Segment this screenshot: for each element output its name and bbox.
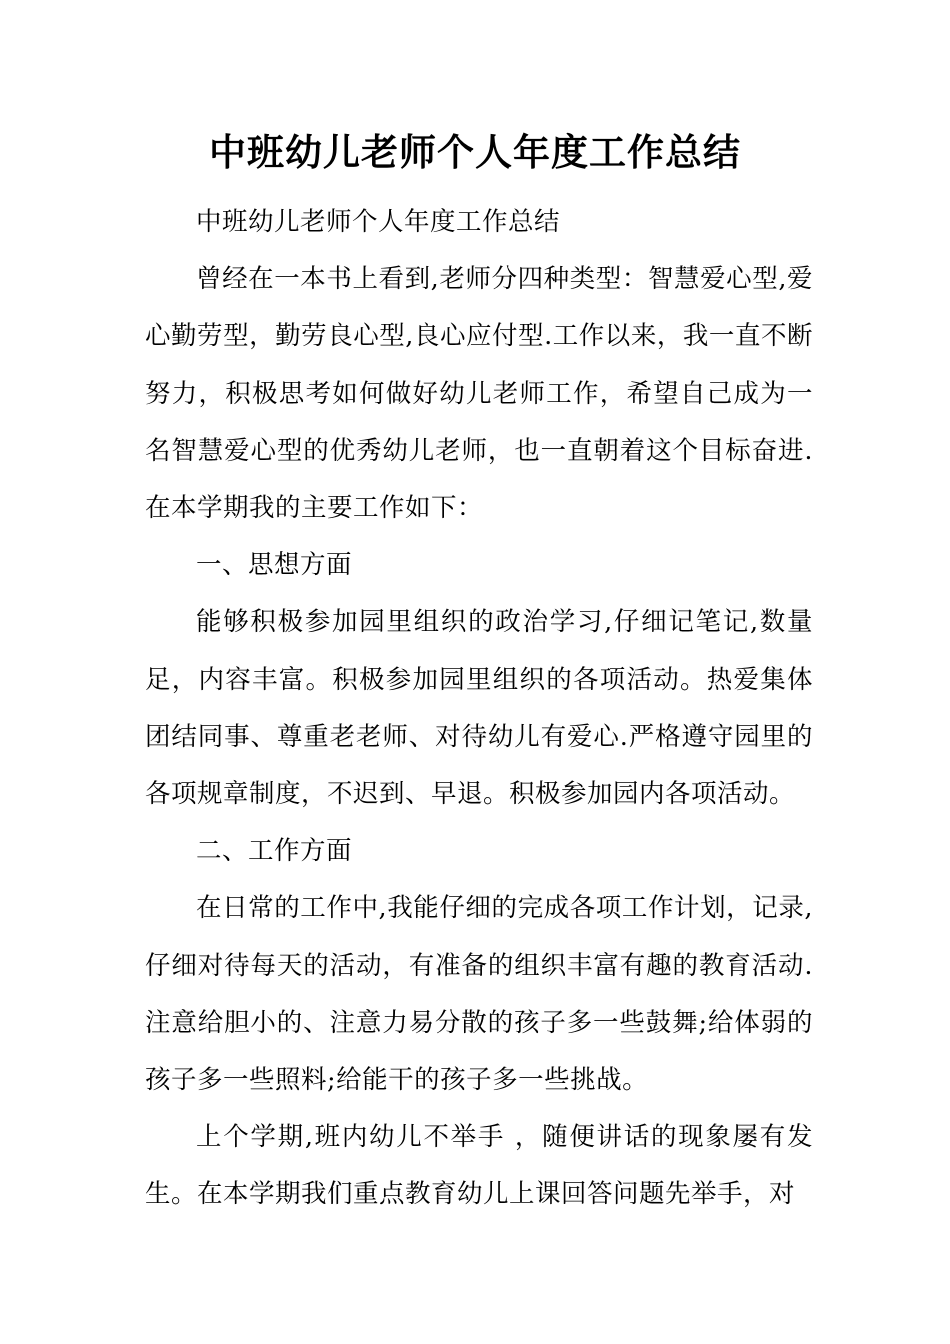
thought-paragraph: 能够积极参加园里组织的政治学习,仔细记笔记,数量足，内容丰富。积极参加园里组织的各项活动。热爱集体团结同事、尊重老老师、对待幼儿有爱心.严格遵守园里的各项规章制度，不迟到、早退。积极参加园内各项活动。 <box>145 607 813 810</box>
work-paragraph: 在日常的工作中,我能仔细的完成各项工作计划，记录,仔细对待每天的活动，有准备的组织丰富有趣的教育活动.注意给胆小的、注意力易分散的孩子多一些鼓舞;给体弱的孩子多一些照料;给能干的孩子多一些挑战。 <box>145 893 813 1096</box>
subtitle-paragraph: 中班幼儿老师个人年度工作总结 <box>196 207 561 237</box>
document-title: 中班幼儿老师个人年度工作总结 <box>209 130 741 174</box>
section-heading-thought: 一、思想方面 <box>196 550 353 581</box>
section-heading-work: 二、工作方面 <box>196 836 353 867</box>
last-semester-paragraph: 上个学期,班内幼儿不举手 ，随便讲话的现象屡有发生。在本学期我们重点教育幼儿上课回答问题先举手，对 <box>145 1122 813 1210</box>
intro-paragraph: 曾经在一本书上看到,老师分四种类型：智慧爱心型,爱心勤劳型，勤劳良心型,良心应付型.工作以来，我一直不断努力，积极思考如何做好幼儿老师工作，希望自己成为一名智慧爱心型的优秀幼儿老师，也一直朝着这个目标奋进.在本学期我的主要工作如下： <box>145 264 813 524</box>
document-body <box>145 194 813 1224</box>
